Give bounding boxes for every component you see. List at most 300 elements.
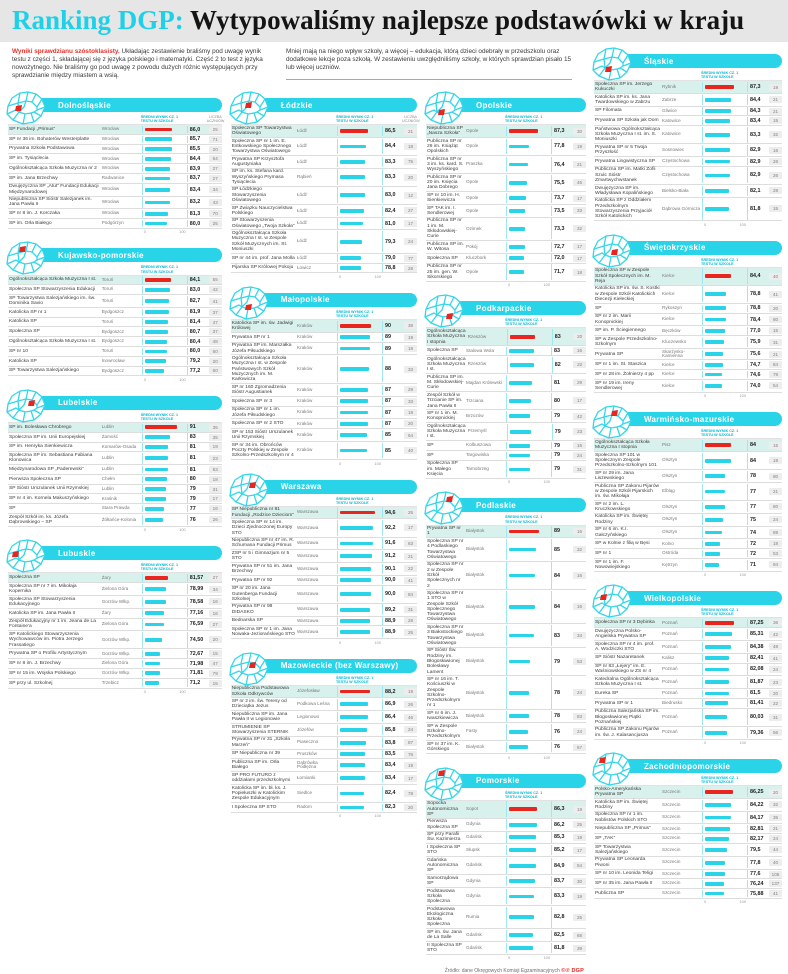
school-name: Publiczna SP Zakonu Pijarów im. św. J. Kalasancjusza <box>595 727 660 738</box>
students-count: 53 <box>769 550 782 557</box>
students-count: 21 <box>573 161 586 168</box>
ranking-rows <box>594 438 782 571</box>
ranking-row <box>594 483 782 501</box>
region-panel <box>8 394 222 532</box>
score-bar-cell <box>506 175 552 191</box>
score-bar <box>705 715 727 719</box>
score-bar-cell <box>702 350 748 359</box>
score-value: 85 <box>385 432 391 439</box>
score-value: 83,0 <box>385 192 396 199</box>
students-count: 24 <box>769 516 782 523</box>
score-bar-cell <box>142 476 188 484</box>
score-bar-cell <box>702 812 748 823</box>
region-map-icon <box>589 45 635 83</box>
score-bar <box>509 444 530 448</box>
score-bar-cell <box>142 328 188 336</box>
school-name: SP nr 1 <box>595 550 612 556</box>
school-name: SP nr 20 im. Jana Gutenberga Fundacji Szkolnej <box>231 586 278 602</box>
school-name: SP nr 160 Zgromadzenia Sióstr Augustianek <box>231 384 287 395</box>
school-name: Społeczna SP nr 3 <box>231 398 273 404</box>
school-name: Społeczna SP 101 w Społecznym Zespole Przedszkolno-Szkolnym 101 <box>595 452 657 469</box>
city-name: Lublin <box>101 454 114 460</box>
students-count: 21 <box>769 96 782 103</box>
ranking-row <box>231 343 417 356</box>
city-name: Warszawa <box>297 590 319 596</box>
city-name: Bydgoszcz <box>101 367 124 373</box>
score-header-label: ŚREDNI WYNIK CZ. 1 TESTU W SZKOLE <box>505 515 543 524</box>
score-bar <box>340 690 370 694</box>
score-bar <box>145 477 167 481</box>
students-count: 20 <box>573 333 586 340</box>
score-bar-cell <box>506 526 552 537</box>
school-name: Prywatna SP nr 1 <box>231 334 270 340</box>
ranking-row <box>8 308 222 318</box>
students-count: 39 <box>573 945 586 952</box>
ranking-row <box>594 304 782 314</box>
score-bar-cell <box>702 371 748 379</box>
axis-max-label: 100 <box>374 460 381 466</box>
ranking-row <box>231 507 417 520</box>
region-panel <box>231 291 417 466</box>
score-value: 91 <box>189 424 196 431</box>
score-value: 71,7 <box>554 269 565 276</box>
school-name: Katolicka SP im. Świętej Rodziny <box>595 514 648 525</box>
score-bar <box>340 792 364 796</box>
score-bar-cell <box>142 367 188 375</box>
score-bar-cell <box>337 333 383 341</box>
ranking-row <box>426 648 586 677</box>
school-name: Publiczna SP nr 1 im. M. Skłodowskiej-Curie <box>427 218 462 240</box>
score-bar <box>509 468 530 472</box>
bar-axis <box>594 222 782 227</box>
score-bar <box>340 240 362 244</box>
score-bar-cell <box>337 157 383 168</box>
score-value: 91,2 <box>385 553 396 560</box>
score-value: 76,59 <box>189 621 204 628</box>
students-count: 41 <box>404 577 417 584</box>
city-name: Kraków <box>297 333 313 339</box>
city-name: Legionowo <box>297 713 320 719</box>
bar-axis <box>426 955 586 960</box>
students-count: 42 <box>769 631 782 638</box>
score-value: 94,6 <box>385 509 396 516</box>
school-name: Katolicka SP nr 1 <box>9 309 47 315</box>
school-name: Społeczna SP <box>9 329 40 335</box>
score-bar <box>705 474 725 478</box>
score-bar-cell <box>142 650 188 658</box>
school-name: Katedralna Ogólnokształcąca Szkoła Muzyczna I st. <box>595 676 659 688</box>
students-count: 84 <box>769 361 782 368</box>
score-bar-cell <box>506 393 552 409</box>
ranking-rows <box>594 267 782 393</box>
students-count: 32 <box>769 131 782 138</box>
ranking-row <box>426 832 586 845</box>
ranking-row <box>426 888 586 906</box>
score-bar <box>145 320 168 324</box>
school-name: Ogólnokształcąca Szkoła Muzyczna I st. w Zespole Państwowych Szkół Muzycznych im. M. Karłowicza <box>231 355 287 383</box>
score-value: 81,57 <box>189 574 204 581</box>
students-count: 21 <box>769 351 782 358</box>
score-value: 90,1 <box>385 565 396 572</box>
ranking-row <box>594 286 782 304</box>
score-bar-cell <box>702 167 748 183</box>
bar-axis <box>231 274 417 279</box>
score-bar <box>705 384 722 388</box>
students-count: 19 <box>404 688 417 695</box>
intro-right: Mniej mają na niego wpływ szkoły, a więcej – edukacja, którą dzieci odebrały w przedszkolu oraz dodatkowe lekcje poza szkołą. W zestawieniu uwzględniliśmy szkoły, w których sprawdzian pisało 15 lub więcej uczniów. <box>286 48 572 80</box>
score-bar <box>705 292 726 296</box>
school-name: Społeczna SP im. Jerzego Kukuczki <box>595 81 653 93</box>
students-count: 31 <box>573 466 586 473</box>
score-bar <box>705 160 730 164</box>
city-name: Trzciana <box>466 397 484 403</box>
score-bar <box>705 109 731 113</box>
city-name: Toruń <box>101 348 114 354</box>
score-bar <box>509 691 529 695</box>
score-bar-cell <box>702 117 748 125</box>
school-name: SP Fundacji „Primus” <box>9 126 56 132</box>
score-bar-cell <box>142 338 188 346</box>
score-value: 75,9 <box>750 339 761 346</box>
ranking-row <box>426 590 586 624</box>
score-bar-cell <box>142 466 188 474</box>
ranking-row <box>594 439 782 452</box>
score-bar <box>509 946 533 950</box>
score-bar-cell <box>702 305 748 313</box>
ranking-rows <box>8 422 222 527</box>
score-value: 77,8 <box>750 859 761 866</box>
score-bar <box>145 600 166 604</box>
score-value: 76,24 <box>750 880 764 887</box>
city-name: Dąbrówka Podłężna <box>297 759 318 770</box>
score-bar <box>509 454 530 458</box>
school-name: Pierwsza Społeczna SP <box>9 476 61 482</box>
city-name: Łódź <box>297 127 307 133</box>
ranking-row <box>594 664 782 677</box>
score-bar <box>145 435 170 439</box>
region-title: Wielkopolskie <box>618 591 782 605</box>
school-name: SP Niepubliczna nr 81 Fundacji „Rodzice Dzieciom” <box>231 507 294 518</box>
score-value: 71,98 <box>189 660 204 667</box>
students-count: 19 <box>573 806 586 813</box>
students-count: 15 <box>769 205 782 212</box>
score-value: 73,7 <box>554 195 565 202</box>
score-bar <box>145 487 166 491</box>
score-bar <box>705 306 726 310</box>
ranking-row <box>426 562 586 591</box>
score-value: 74,6 <box>750 371 761 378</box>
score-bar-cell <box>337 218 383 229</box>
axis-min-label: 0 <box>508 955 511 961</box>
students-count: 17 <box>573 243 586 250</box>
school-name: Społeczna SP <box>427 255 458 261</box>
score-bar-cell <box>702 502 748 513</box>
score-bar-cell <box>142 296 188 307</box>
score-bar-cell <box>142 505 188 513</box>
students-count: 79 <box>209 670 222 677</box>
city-name: Kraków <box>297 447 313 453</box>
students-count: 17 <box>404 220 417 227</box>
intro-left <box>12 48 270 80</box>
score-bar <box>705 882 724 886</box>
ranking-row <box>594 185 782 198</box>
students-count: 55 <box>209 276 222 283</box>
city-name: Poznań <box>662 729 678 735</box>
score-bar-cell <box>702 642 748 653</box>
score-bar <box>705 645 731 649</box>
score-value: 83,4 <box>750 117 761 124</box>
students-count: 17 <box>404 524 417 531</box>
ranking-row <box>426 461 586 479</box>
score-bar <box>340 222 363 226</box>
ranking-rows <box>426 124 586 282</box>
city-name: Wrocław <box>101 186 120 192</box>
ranking-row <box>8 174 222 184</box>
score-value: 83,4 <box>189 186 201 193</box>
score-bar <box>145 587 166 591</box>
score-value: 77,16 <box>189 610 204 617</box>
students-count: 37 <box>209 309 222 316</box>
score-bar-cell <box>506 452 552 460</box>
students-count: 33 <box>573 207 586 214</box>
score-value: 79 <box>554 442 560 449</box>
school-name: Podstawowa Szkoła Społeczna <box>427 888 455 905</box>
ranking-row <box>231 407 417 420</box>
school-name: Pijarska SP Królowej Pokoju <box>231 265 294 271</box>
ranking-row <box>8 135 222 145</box>
school-name: SP nr 37 im. K. Górskiego <box>427 741 460 753</box>
score-bar <box>509 848 536 852</box>
ranking-row <box>8 452 222 465</box>
students-count: 30 <box>573 878 586 885</box>
school-name: SP Stowarzyszenia Oświatowego „Twoja Szkoła” <box>231 218 295 229</box>
students-count: 32 <box>573 546 586 553</box>
score-bar <box>705 148 730 152</box>
score-header-label: ŚREDNI WYNIK CZ. 1 TESTU W SZKOLE <box>701 776 739 785</box>
ranking-row <box>426 174 586 192</box>
score-bar-cell <box>337 343 383 354</box>
school-name: Niepubliczna SP nr 47 im. R. Schumana Fundacji Primus <box>231 538 295 549</box>
students-count: 28 <box>404 265 417 272</box>
score-bar <box>145 340 168 344</box>
school-name: Bednarska SP <box>231 618 263 624</box>
score-bar <box>145 359 167 363</box>
city-name: Kraków <box>297 386 313 392</box>
score-bar-cell <box>702 453 748 469</box>
score-bar <box>509 730 528 734</box>
school-name: SP Sióstr Urszulanek Unii Rzymskiej <box>9 486 89 492</box>
score-value: 87,25 <box>750 619 764 626</box>
score-bar <box>705 490 725 494</box>
score-value: 74,0 <box>750 382 761 389</box>
school-name: Prywatna Lingwistyczna SP <box>595 158 656 164</box>
score-bar-cell <box>337 586 383 602</box>
students-count: 27 <box>209 165 222 172</box>
school-name: SP w Kolnie z filią w Bęsi <box>595 541 650 547</box>
ranking-row <box>426 801 586 819</box>
students-count: 35 <box>209 424 222 431</box>
score-value: 78,8 <box>385 265 396 272</box>
score-header-label: ŚREDNI WYNIK CZ. 1 TESTU W SZKOLE <box>505 115 543 124</box>
score-bar <box>705 861 725 865</box>
score-bar <box>510 363 534 367</box>
intro-left-text: Układając zestawienie braliśmy pod uwagę wynik testu z części 1, składającej się z języka polskiego i matematyki. Część 2 to test z języka nowożytnego. Nie braliśmy go pod uwagę z powodu dużych różnic występujących przy sprawdzianie między miastem a wsią. <box>12 48 263 79</box>
score-value: 76 <box>554 744 560 751</box>
score-bar <box>145 299 170 303</box>
city-name: Opole <box>466 143 479 149</box>
ranking-row <box>8 631 222 649</box>
score-value: 81,9 <box>189 309 201 316</box>
students-count: 18 <box>404 409 417 416</box>
score-bar-cell <box>506 218 552 239</box>
students-count: 105 <box>769 871 782 878</box>
city-name: Warszawa <box>297 628 319 634</box>
school-name: Ogólnokształcąca Szkoła Muzyczna I st. <box>9 277 97 283</box>
score-bar-cell <box>702 550 748 558</box>
score-value: 81 <box>189 443 196 450</box>
school-name: SP nr 10 <box>9 348 28 354</box>
city-name: Józefów <box>297 726 314 732</box>
city-name: Kielce <box>662 382 675 388</box>
score-value: 82,08 <box>750 666 764 673</box>
ranking-row <box>231 384 417 397</box>
score-bar-cell <box>702 727 748 738</box>
axis-max-label: 100 <box>739 740 746 746</box>
ranking-row <box>8 609 222 619</box>
score-bar <box>705 85 734 89</box>
score-bar <box>509 163 528 167</box>
ranking-row <box>231 750 417 760</box>
score-header-label: ŚREDNI WYNIK CZ. 1 TESTU W SZKOLE <box>505 318 543 327</box>
students-count: 34 <box>209 586 222 593</box>
score-bar-cell <box>142 597 188 608</box>
score-bar-cell <box>702 286 748 302</box>
school-name: SP <box>595 305 602 311</box>
students-count: 19 <box>573 893 586 900</box>
score-value: 79 <box>189 486 196 493</box>
city-name: Lublin <box>101 424 114 430</box>
score-value: 83,3 <box>750 131 761 138</box>
axis-min-label: 0 <box>143 229 146 235</box>
score-bar <box>509 807 537 811</box>
school-name: Katolicka SP im. św. Jadwigi Królowej <box>231 320 294 331</box>
score-value: 79,36 <box>750 729 764 736</box>
students-count: 64 <box>209 155 222 162</box>
ranking-row <box>8 164 222 174</box>
region-title: Świętokrzyskie <box>618 241 782 255</box>
students-count: 83 <box>573 713 586 720</box>
score-value: 89,2 <box>385 606 396 613</box>
city-name: Warszawa <box>297 509 319 515</box>
score-bar-cell <box>142 175 188 183</box>
score-bar-cell <box>337 786 383 802</box>
city-name: Bydgoszcz <box>101 338 124 344</box>
score-value: 83,3 <box>385 158 396 165</box>
score-bar <box>145 369 165 373</box>
bar-axis <box>8 527 222 532</box>
school-name: Publiczna SP nr 20 im. Księcia Jana Dobrego <box>427 174 462 191</box>
students-count: 31 <box>769 339 782 346</box>
students-count: 75 <box>404 158 417 165</box>
score-bar <box>340 209 364 213</box>
score-bar <box>705 790 733 794</box>
region-map-icon <box>589 750 635 788</box>
score-bar <box>705 656 729 660</box>
score-bar <box>340 433 367 437</box>
ranking-row <box>8 659 222 669</box>
axis-min-label: 0 <box>339 273 342 279</box>
score-bar <box>145 157 171 161</box>
students-count: 77 <box>404 255 417 262</box>
ranking-row <box>231 442 417 460</box>
school-name: Eureka SP <box>595 690 619 696</box>
city-name: Gorzów Wlkp. <box>101 636 131 642</box>
score-bar-cell <box>702 845 748 856</box>
city-name: Biedrusko <box>662 699 683 705</box>
ranking-row <box>426 857 586 875</box>
city-name: Pruszków <box>297 750 317 756</box>
region-map-icon <box>226 650 272 688</box>
score-value: 84,4 <box>385 143 396 150</box>
students-count: 28 <box>404 617 417 624</box>
score-bar-cell <box>702 327 748 335</box>
region-panel <box>231 96 420 279</box>
score-bar-cell <box>337 773 383 784</box>
ranking-rows <box>594 617 782 739</box>
axis-max-label: 100 <box>739 572 746 578</box>
bar-axis <box>426 479 586 484</box>
score-bar-cell <box>702 629 748 640</box>
score-bar-cell <box>142 136 188 144</box>
region-title: Opolskie <box>450 98 586 112</box>
students-count: 31 <box>404 606 417 613</box>
students-count: 32 <box>573 225 586 232</box>
score-value: 72,0 <box>554 255 565 262</box>
ranking-row <box>594 889 782 899</box>
score-bar <box>705 505 725 509</box>
school-name: I Społeczna SP STO <box>427 844 461 856</box>
score-value: 85 <box>554 546 560 553</box>
score-bar <box>509 915 534 919</box>
region-map-icon <box>589 232 635 270</box>
score-bar-cell <box>142 197 188 208</box>
score-value: 73,3 <box>554 225 565 232</box>
bar-axis <box>594 572 782 577</box>
students-count: 17 <box>573 397 586 404</box>
city-name: Katowice <box>662 117 681 123</box>
school-name: SP Niepubliczna nr 39 <box>231 751 281 757</box>
students-count: 20 <box>769 789 782 796</box>
score-value: 82,7 <box>189 298 201 305</box>
score-value: 71,81 <box>189 670 204 677</box>
school-name: SP im. Jana Brzechwy <box>9 175 58 181</box>
city-name: Wrocław <box>101 126 120 132</box>
score-value: 78,8 <box>750 305 761 312</box>
brand-label: Ranking DGP: <box>12 5 184 35</box>
score-bar-cell <box>142 433 188 441</box>
school-name: Prywatna SP Leonarda Piwoni <box>595 857 646 868</box>
city-name: Białystok <box>466 603 485 609</box>
score-value: 79,3 <box>385 238 396 245</box>
axis-min-label: 0 <box>704 899 707 905</box>
score-value: 72,7 <box>554 243 565 250</box>
city-name: Szczecin <box>662 835 681 841</box>
score-value: 81,0 <box>385 220 396 227</box>
city-name: Białystok <box>466 546 485 552</box>
score-bar <box>145 671 160 675</box>
axis-min-label: 0 <box>143 689 146 695</box>
score-bar <box>340 335 370 339</box>
